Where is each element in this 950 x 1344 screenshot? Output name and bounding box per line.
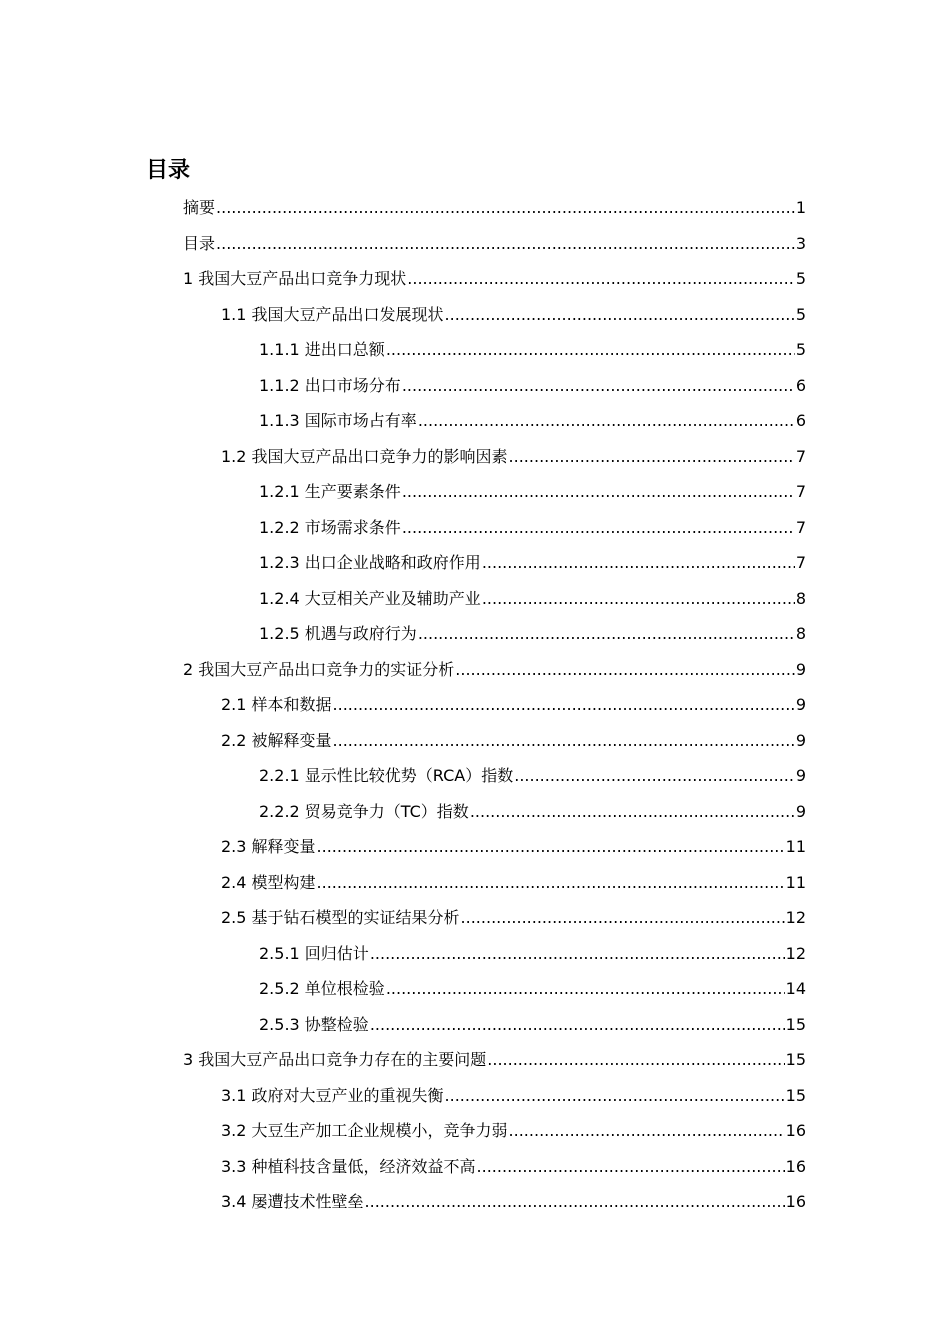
toc-page-number: 16 xyxy=(785,1121,806,1140)
toc-entry-text: 1.1.2 出口市场分布 xyxy=(259,375,401,395)
toc-page-number: 12 xyxy=(785,943,806,963)
toc-page-number: 7 xyxy=(795,446,806,466)
toc-dot-leader xyxy=(402,474,795,510)
toc-dot-leader xyxy=(216,226,795,262)
toc-dot-leader xyxy=(386,332,795,368)
toc-dot-leader xyxy=(407,261,795,297)
toc-page-number: 9 xyxy=(795,695,806,714)
toc-entry[interactable] xyxy=(0,1149,950,1185)
toc-entry[interactable] xyxy=(0,332,950,368)
table-of-contents xyxy=(0,190,950,1220)
toc-dot-leader xyxy=(370,1007,785,1043)
toc-page-number: 15 xyxy=(785,1085,806,1105)
toc-dot-leader xyxy=(445,297,795,333)
toc-page-number: 5 xyxy=(795,340,806,359)
toc-page-number: 5 xyxy=(795,304,806,324)
toc-entry[interactable] xyxy=(0,794,950,830)
toc-entry[interactable] xyxy=(0,439,950,475)
toc-entry-text: 2.5.3 协整检验 xyxy=(259,1014,369,1034)
toc-dot-leader xyxy=(333,723,795,759)
toc-dot-leader xyxy=(509,1113,785,1149)
toc-entry-text: 1.1.3 国际市场占有率 xyxy=(259,411,417,430)
toc-entry[interactable] xyxy=(0,652,950,688)
toc-dot-leader xyxy=(509,439,795,475)
toc-entry-text: 1.2.4 大豆相关产业及辅助产业 xyxy=(259,588,481,608)
toc-entry-text: 1.2.2 市场需求条件 xyxy=(259,517,401,537)
toc-entry[interactable] xyxy=(0,1007,950,1043)
toc-dot-leader xyxy=(461,900,785,936)
toc-dot-leader xyxy=(482,581,795,617)
toc-page-number: 15 xyxy=(785,1050,806,1069)
toc-page-number: 9 xyxy=(795,659,806,679)
toc-entry-text: 1 我国大豆产品出口竞争力现状 xyxy=(183,269,407,288)
toc-entry[interactable] xyxy=(0,616,950,652)
toc-entry-text: 1.2.3 出口企业战略和政府作用 xyxy=(259,553,481,572)
toc-dot-leader xyxy=(418,403,795,439)
toc-entry[interactable] xyxy=(0,1042,950,1078)
toc-entry[interactable] xyxy=(0,723,950,759)
toc-page-number: 3 xyxy=(795,233,806,253)
toc-page-number: 9 xyxy=(795,730,806,750)
toc-dot-leader xyxy=(477,1149,785,1185)
toc-entry-text: 2 我国大豆产品出口竞争力的实证分析 xyxy=(183,659,455,679)
toc-entry[interactable] xyxy=(0,1113,950,1149)
toc-entry-text: 2.5.1 回归估计 xyxy=(259,943,369,963)
toc-entry-text: 2.1 样本和数据 xyxy=(221,695,332,714)
toc-entry-text: 2.4 模型构建 xyxy=(221,872,316,892)
toc-entry-text: 2.5.2 单位根检验 xyxy=(259,979,385,998)
toc-entry[interactable] xyxy=(0,226,950,262)
toc-page-number: 7 xyxy=(795,517,806,537)
toc-entry-text: 摘要 xyxy=(183,198,216,217)
toc-page-number: 5 xyxy=(795,269,806,288)
toc-page-number: 9 xyxy=(795,766,806,785)
toc-entry[interactable] xyxy=(0,297,950,333)
toc-page-number: 8 xyxy=(795,624,806,643)
toc-dot-leader xyxy=(365,1184,785,1220)
toc-entry[interactable] xyxy=(0,971,950,1007)
toc-dot-leader xyxy=(402,368,795,404)
toc-dot-leader xyxy=(216,190,795,226)
toc-entry[interactable] xyxy=(0,1078,950,1114)
toc-dot-leader xyxy=(445,1078,785,1114)
toc-entry-text: 3.4 屡遭技术性壁垒 xyxy=(221,1192,364,1211)
toc-page-number: 16 xyxy=(785,1156,806,1176)
toc-entry-text: 2.5 基于钻石模型的实证结果分析 xyxy=(221,908,460,927)
toc-page-number: 6 xyxy=(795,375,806,395)
toc-page-number: 11 xyxy=(785,837,806,856)
toc-title: 目录 xyxy=(146,158,191,183)
toc-entry-text: 2.2.1 显示性比较优势（RCA）指数 xyxy=(259,766,514,785)
toc-entry-text: 1.1.1 进出口总额 xyxy=(259,340,385,359)
toc-entry-text: 2.2.2 贸易竞争力（TC）指数 xyxy=(259,801,469,821)
toc-page-number: 11 xyxy=(785,872,806,892)
toc-entry[interactable] xyxy=(0,261,950,297)
toc-entry[interactable] xyxy=(0,474,950,510)
toc-entry[interactable] xyxy=(0,510,950,546)
toc-entry-text: 1.2.5 机遇与政府行为 xyxy=(259,624,417,643)
toc-page-number: 7 xyxy=(795,553,806,572)
toc-dot-leader xyxy=(482,545,795,581)
toc-entry[interactable] xyxy=(0,900,950,936)
toc-entry-text: 1.1 我国大豆产品出口发展现状 xyxy=(221,304,444,324)
toc-dot-leader xyxy=(317,865,785,901)
toc-page-number: 1 xyxy=(795,198,806,217)
toc-dot-leader xyxy=(370,936,785,972)
toc-entry-text: 3.3 种植科技含量低，经济效益不高 xyxy=(221,1156,476,1176)
toc-page-number: 9 xyxy=(795,801,806,821)
toc-dot-leader xyxy=(470,794,795,830)
toc-entry[interactable] xyxy=(0,403,950,439)
toc-entry[interactable] xyxy=(0,829,950,865)
toc-page-number: 7 xyxy=(795,482,806,501)
toc-entry[interactable] xyxy=(0,368,950,404)
toc-entry[interactable] xyxy=(0,1184,950,1220)
toc-entry[interactable] xyxy=(0,687,950,723)
toc-entry[interactable] xyxy=(0,190,950,226)
toc-dot-leader xyxy=(418,616,795,652)
toc-entry[interactable] xyxy=(0,936,950,972)
toc-dot-leader xyxy=(514,758,795,794)
toc-dot-leader xyxy=(455,652,795,688)
toc-entry-text: 1.2 我国大豆产品出口竞争力的影响因素 xyxy=(221,446,508,466)
toc-page-number: 8 xyxy=(795,588,806,608)
toc-dot-leader xyxy=(487,1042,784,1078)
toc-page-number: 15 xyxy=(785,1014,806,1034)
toc-entry[interactable] xyxy=(0,758,950,794)
toc-page-number: 12 xyxy=(785,908,806,927)
toc-page-number: 6 xyxy=(795,411,806,430)
toc-entry-text: 2.2 被解释变量 xyxy=(221,730,332,750)
toc-entry[interactable] xyxy=(0,581,950,617)
toc-dot-leader xyxy=(333,687,795,723)
toc-entry[interactable] xyxy=(0,865,950,901)
toc-entry-text: 3.1 政府对大豆产业的重视失衡 xyxy=(221,1085,444,1105)
toc-entry-text: 2.3 解释变量 xyxy=(221,837,316,856)
toc-dot-leader xyxy=(317,829,785,865)
toc-entry-text: 1.2.1 生产要素条件 xyxy=(259,482,401,501)
toc-entry-text: 3 我国大豆产品出口竞争力存在的主要问题 xyxy=(183,1050,487,1069)
toc-entry[interactable] xyxy=(0,545,950,581)
toc-page-number: 16 xyxy=(785,1192,806,1211)
toc-dot-leader xyxy=(402,510,795,546)
toc-dot-leader xyxy=(386,971,785,1007)
toc-entry-text: 目录 xyxy=(183,233,216,253)
toc-entry-text: 3.2 大豆生产加工企业规模小，竞争力弱 xyxy=(221,1121,508,1140)
toc-page-number: 14 xyxy=(785,979,806,998)
